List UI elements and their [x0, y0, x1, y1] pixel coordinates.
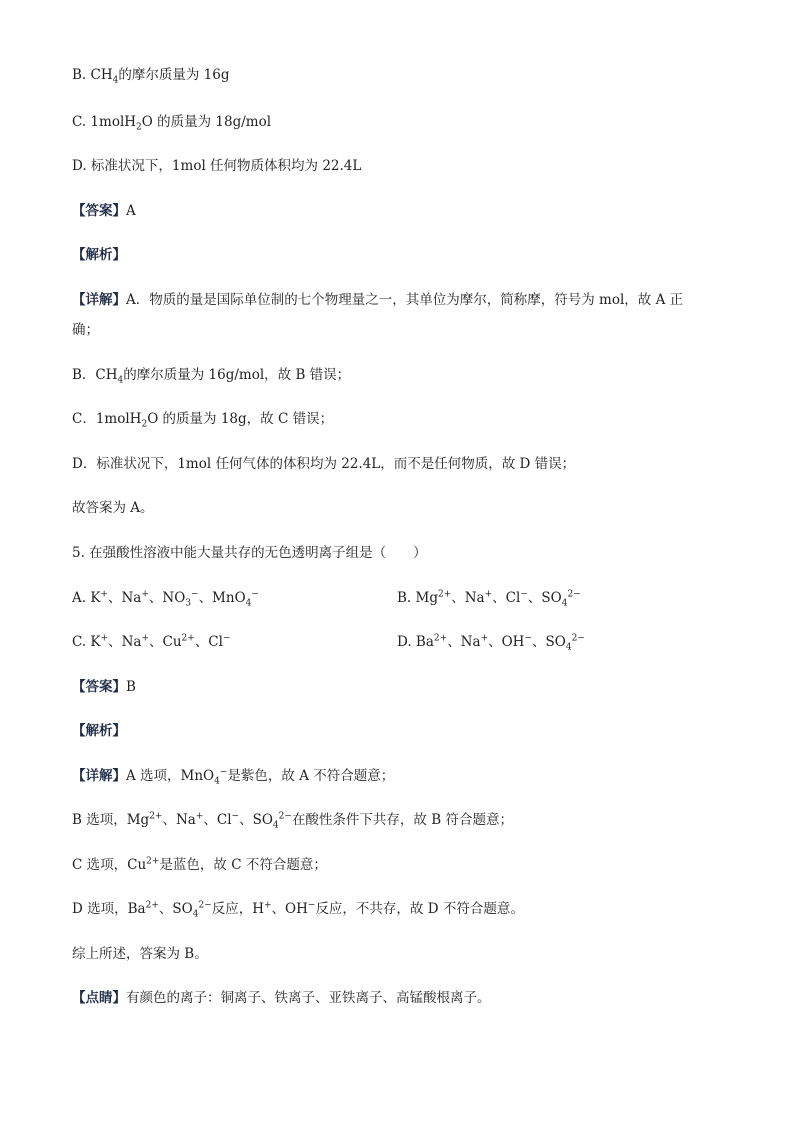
detail-tag: 【详解】 [72, 292, 126, 308]
comment-tag: 【点睛】 [72, 990, 126, 1006]
text-fragment: 、NO [148, 590, 186, 606]
text-fragment: C. K [72, 634, 101, 650]
q5-summary: 综上所述，答案为 B。 [72, 946, 208, 962]
text-fragment: 【解析】 [72, 723, 126, 739]
text-fragment: 2+ [149, 811, 163, 822]
text-fragment: 、OH [488, 634, 525, 650]
q5-answer [72, 678, 136, 696]
text-fragment: − [191, 589, 199, 600]
text-fragment: B. Mg [397, 590, 438, 606]
text-fragment: 、Na [107, 590, 142, 606]
text-fragment: 4 [272, 820, 279, 831]
text-fragment: O 的质量为 18g/mol [141, 114, 272, 130]
q4-detail-d: D．标准状况下，1mol 任何气体的体积均为 22.4L，而不是任何物质，故 D 错误； [72, 456, 576, 472]
q4-option-b [72, 66, 229, 84]
text-fragment: 有颜色的离子：铜离子、铁离子、亚铁离子、高锰酸根离子。 [126, 990, 491, 1006]
text-fragment: 【解析】 [72, 247, 126, 263]
text-fragment: 2− [278, 811, 292, 822]
text-fragment: 的摩尔质量为 16g [118, 67, 230, 83]
text-fragment: 2− [571, 633, 585, 644]
text-fragment: − [307, 900, 316, 911]
text-fragment: 2+ [437, 589, 452, 600]
text-fragment: 2− [198, 900, 212, 911]
text-fragment: 2+ [145, 900, 159, 911]
q5-stem: 5. 在强酸性溶液中能大量共存的无色透明离子组是（ ） [72, 545, 427, 561]
text-fragment: 、SO [158, 901, 193, 917]
text-fragment: 2+ [146, 856, 160, 867]
text-fragment: 2+ [433, 633, 448, 644]
text-fragment: 、Cl [203, 812, 232, 828]
text-fragment: 、Cu [149, 634, 182, 650]
q5-option-d [397, 633, 585, 651]
answer-value: A [126, 203, 136, 219]
text-fragment: 4 [565, 642, 572, 653]
answer-value: B [126, 679, 136, 695]
text-fragment: 、Cl [194, 634, 223, 650]
text-fragment: 、Na [451, 590, 485, 606]
text-fragment: B 选项，Mg [72, 812, 150, 828]
text-fragment: C 选项，Cu [72, 857, 147, 873]
text-fragment: 4 [214, 776, 220, 787]
q5-detail-b [72, 811, 513, 829]
text-fragment: 、SO [527, 590, 562, 606]
text-fragment: D. Ba [397, 634, 434, 650]
q4-option-d: D. 标准状况下，1mol 任何物质体积均为 22.4L [72, 158, 362, 174]
q4-conclusion: 故答案为 A。 [72, 500, 154, 516]
text-fragment: 的摩尔质量为 16g/mol，故 B 错误； [123, 367, 351, 383]
text-fragment: 、OH [271, 901, 308, 917]
text-fragment: 是紫色，故 A 不符合题意； [227, 768, 395, 784]
text-fragment: + [484, 589, 493, 600]
q4-detail-c [72, 410, 333, 428]
q5-detail-d [72, 900, 524, 918]
text-fragment: 反应，H [211, 901, 264, 917]
text-fragment: B．CH [72, 367, 118, 383]
text-fragment: 反应，不共存，故 D 不符合题意。 [315, 901, 524, 917]
text-fragment: + [100, 633, 109, 644]
text-fragment: B. CH [72, 67, 113, 83]
text-fragment: + [100, 589, 108, 600]
text-fragment: − [219, 767, 228, 778]
text-fragment: O 的质量为 18g，故 C 错误； [147, 411, 334, 427]
q4-option-c [72, 113, 271, 131]
text-fragment: C. 1molH [72, 114, 137, 130]
text-fragment: + [264, 900, 272, 911]
text-fragment: − [520, 589, 528, 600]
detail-tag: 【详解】 [72, 768, 126, 784]
q5-detail-a [72, 767, 394, 785]
q4-answer [72, 202, 136, 220]
text-fragment: A 选项，MnO [126, 768, 215, 784]
text-fragment: − [524, 633, 532, 644]
text-fragment: 2− [567, 589, 581, 600]
text-fragment: + [480, 633, 489, 644]
text-fragment: 、Na [447, 634, 481, 650]
q5-detail-c [72, 856, 327, 874]
text-fragment: + [141, 633, 149, 644]
q5-option-c [72, 633, 231, 651]
text-fragment: 4 [192, 909, 199, 920]
text-fragment: D 选项，Ba [72, 901, 146, 917]
text-fragment: + [195, 811, 204, 822]
q4-analysis-heading [72, 246, 126, 264]
text-fragment: 2 [141, 419, 148, 430]
q5-option-b [397, 589, 581, 607]
q5-option-a [72, 589, 259, 607]
text-fragment: 4 [112, 75, 119, 86]
q5-comment [72, 989, 491, 1007]
answer-tag: 【答案】 [72, 203, 126, 219]
text-fragment: − [222, 633, 231, 644]
text-fragment: 4 [561, 598, 568, 609]
text-fragment: 4 [117, 375, 124, 386]
text-fragment: C．1molH [72, 411, 142, 427]
text-fragment: 在酸性条件下共存，故 B 符合题意； [291, 812, 513, 828]
text-fragment: A．物质的量是国际单位制的七个物理量之一，其单位为摩尔，简称摩，符号为 mol，故 A 正 [126, 292, 684, 308]
text-fragment: 、SO [239, 812, 273, 828]
text-fragment: 2+ [181, 633, 195, 644]
q4-detail-a [72, 291, 683, 309]
text-fragment: 、Cl [492, 590, 521, 606]
text-fragment: 、Na [162, 812, 196, 828]
text-fragment: − [231, 811, 240, 822]
text-fragment: 是蓝色，故 C 不符合题意； [159, 857, 327, 873]
text-fragment: 4 [245, 598, 252, 609]
text-fragment: 、Na [108, 634, 142, 650]
text-fragment: 、MnO [198, 590, 246, 606]
q4-detail-b [72, 366, 350, 384]
text-fragment: A. K [72, 590, 101, 606]
text-fragment: + [141, 589, 149, 600]
text-fragment: 2 [136, 122, 142, 133]
q5-analysis-heading [72, 722, 126, 740]
text-fragment: 、SO [532, 634, 566, 650]
answer-tag: 【答案】 [72, 679, 126, 695]
text-fragment: 3 [185, 598, 192, 609]
q4-detail-a-cont: 确； [72, 322, 99, 338]
text-fragment: − [251, 589, 259, 600]
